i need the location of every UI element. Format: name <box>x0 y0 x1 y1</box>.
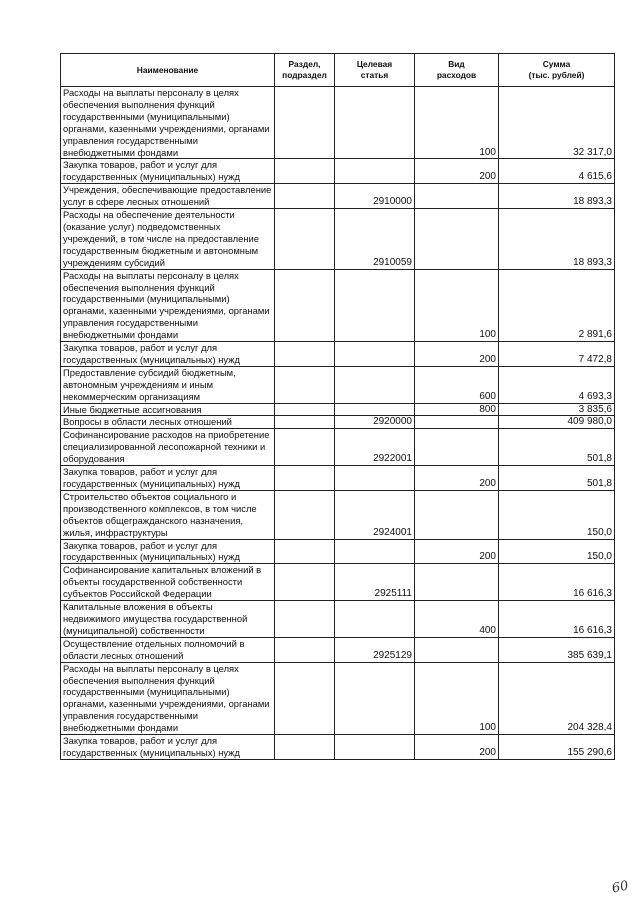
cell-target: 2924001 <box>335 490 415 539</box>
cell-amount: 204 328,4 <box>499 662 615 734</box>
table-row <box>61 184 615 209</box>
cell-kind: 200 <box>415 342 499 367</box>
table-row <box>61 366 615 403</box>
cell-kind: 800 <box>415 403 499 416</box>
cell-amount: 150,0 <box>499 539 615 564</box>
cell-amount: 155 290,6 <box>499 735 615 760</box>
cell-name: Иные бюджетные ассигнования <box>61 403 275 416</box>
table-row <box>61 403 615 416</box>
cell-target <box>335 159 415 184</box>
cell-name: Расходы на выплаты персоналу в целях обеспечения выполнения функций государственными (муниципальными) органами, казенными учреждениями, органами управления государственными внебюджетными фондами <box>61 269 275 341</box>
cell-kind <box>415 184 499 209</box>
table-row <box>61 159 615 184</box>
table-row <box>61 429 615 466</box>
cell-amount: 409 980,0 <box>499 416 615 429</box>
cell-kind <box>415 637 499 662</box>
cell-name: Капитальные вложения в объекты недвижимого имущества государственной (муниципальной) собственности <box>61 601 275 638</box>
cell-name: Софинансирование расходов на приобретение специализированной лесопожарной техники и оборудования <box>61 429 275 466</box>
cell-section <box>275 159 335 184</box>
cell-amount: 150,0 <box>499 490 615 539</box>
cell-name: Закупка товаров, работ и услуг для государственных (муниципальных) нужд <box>61 342 275 367</box>
header-section: Раздел, подраздел <box>275 54 335 87</box>
cell-section <box>275 87 335 159</box>
cell-name: Закупка товаров, работ и услуг для государственных (муниципальных) нужд <box>61 539 275 564</box>
cell-kind: 600 <box>415 366 499 403</box>
cell-section <box>275 662 335 734</box>
cell-target <box>335 601 415 638</box>
cell-kind <box>415 416 499 429</box>
cell-section <box>275 490 335 539</box>
cell-name: Учреждения, обеспечивающие предоставление услуг в сфере лесных отношений <box>61 184 275 209</box>
cell-section <box>275 429 335 466</box>
cell-target <box>335 269 415 341</box>
cell-amount: 2 891,6 <box>499 269 615 341</box>
cell-amount: 501,8 <box>499 429 615 466</box>
cell-amount: 16 616,3 <box>499 564 615 601</box>
cell-name: Софинансирование капитальных вложений в объекты государственной собственности субъектов Российской Федерации <box>61 564 275 601</box>
cell-target <box>335 366 415 403</box>
cell-section <box>275 184 335 209</box>
cell-name: Расходы на выплаты персоналу в целях обеспечения выполнения функций государственными (муниципальными) органами, казенными учреждениями, органами управления государственными внебюджетными фондами <box>61 662 275 734</box>
table-row <box>61 209 615 270</box>
table-row <box>61 342 615 367</box>
cell-name: Вопросы в области лесных отношений <box>61 416 275 429</box>
cell-section <box>275 466 335 491</box>
page-number-mark: 60 <box>610 878 630 897</box>
table-row <box>61 564 615 601</box>
cell-name: Предоставление субсидий бюджетным, автономным учреждениям и иным некоммерческим организациям <box>61 366 275 403</box>
cell-kind: 100 <box>415 269 499 341</box>
cell-target <box>335 403 415 416</box>
header-amount: Сумма (тыс. рублей) <box>499 54 615 87</box>
cell-kind: 200 <box>415 159 499 184</box>
cell-kind <box>415 209 499 270</box>
budget-table <box>60 53 615 760</box>
table-row <box>61 87 615 159</box>
cell-target <box>335 87 415 159</box>
cell-target <box>335 662 415 734</box>
cell-kind: 100 <box>415 662 499 734</box>
cell-section <box>275 403 335 416</box>
cell-kind: 400 <box>415 601 499 638</box>
table-body <box>61 87 615 760</box>
table-row <box>61 466 615 491</box>
cell-kind <box>415 564 499 601</box>
cell-section <box>275 637 335 662</box>
table-row <box>61 662 615 734</box>
header-target: Целевая статья <box>335 54 415 87</box>
cell-amount: 16 616,3 <box>499 601 615 638</box>
header-name: Наименование <box>61 54 275 87</box>
cell-name: Расходы на обеспечение деятельности (оказание услуг) подведомственных учреждений, в том числе на предоставление государственным бюджетным и автономным учреждениям субсидий <box>61 209 275 270</box>
cell-amount: 501,8 <box>499 466 615 491</box>
cell-kind: 100 <box>415 87 499 159</box>
table-row <box>61 735 615 760</box>
table-row <box>61 637 615 662</box>
cell-name: Строительство объектов социального и производственного комплексов, в том числе объектов общегражданского назначения, жилья, инфраструктуры <box>61 490 275 539</box>
cell-name: Расходы на выплаты персоналу в целях обеспечения выполнения функций государственными (муниципальными) органами, казенными учреждениями, органами управления государственными внебюджетными фондами <box>61 87 275 159</box>
cell-kind: 200 <box>415 735 499 760</box>
table-row <box>61 490 615 539</box>
table-row <box>61 269 615 341</box>
cell-section <box>275 735 335 760</box>
cell-target <box>335 466 415 491</box>
cell-target <box>335 342 415 367</box>
cell-amount: 18 893,3 <box>499 209 615 270</box>
cell-target <box>335 735 415 760</box>
cell-target: 2922001 <box>335 429 415 466</box>
cell-section <box>275 209 335 270</box>
cell-section <box>275 269 335 341</box>
cell-section <box>275 601 335 638</box>
cell-amount: 7 472,8 <box>499 342 615 367</box>
cell-section <box>275 564 335 601</box>
cell-target: 2925129 <box>335 637 415 662</box>
table-row <box>61 539 615 564</box>
cell-target: 2910059 <box>335 209 415 270</box>
cell-amount: 32 317,0 <box>499 87 615 159</box>
cell-target: 2925111 <box>335 564 415 601</box>
table-row <box>61 416 615 429</box>
cell-kind <box>415 429 499 466</box>
cell-name: Закупка товаров, работ и услуг для государственных (муниципальных) нужд <box>61 159 275 184</box>
cell-amount: 4 693,3 <box>499 366 615 403</box>
cell-section <box>275 342 335 367</box>
cell-section <box>275 539 335 564</box>
table-row <box>61 601 615 638</box>
cell-amount: 385 639,1 <box>499 637 615 662</box>
cell-name: Закупка товаров, работ и услуг для государственных (муниципальных) нужд <box>61 735 275 760</box>
cell-section <box>275 416 335 429</box>
cell-amount: 4 615,6 <box>499 159 615 184</box>
cell-target: 2910000 <box>335 184 415 209</box>
header-kind: Вид расходов <box>415 54 499 87</box>
cell-target: 2920000 <box>335 416 415 429</box>
table-header <box>61 54 615 87</box>
cell-kind: 200 <box>415 539 499 564</box>
cell-kind <box>415 490 499 539</box>
cell-target <box>335 539 415 564</box>
cell-amount: 18 893,3 <box>499 184 615 209</box>
cell-name: Закупка товаров, работ и услуг для государственных (муниципальных) нужд <box>61 466 275 491</box>
cell-kind: 200 <box>415 466 499 491</box>
cell-section <box>275 366 335 403</box>
cell-name: Осуществление отдельных полномочий в области лесных отношений <box>61 637 275 662</box>
cell-amount: 3 835,6 <box>499 403 615 416</box>
